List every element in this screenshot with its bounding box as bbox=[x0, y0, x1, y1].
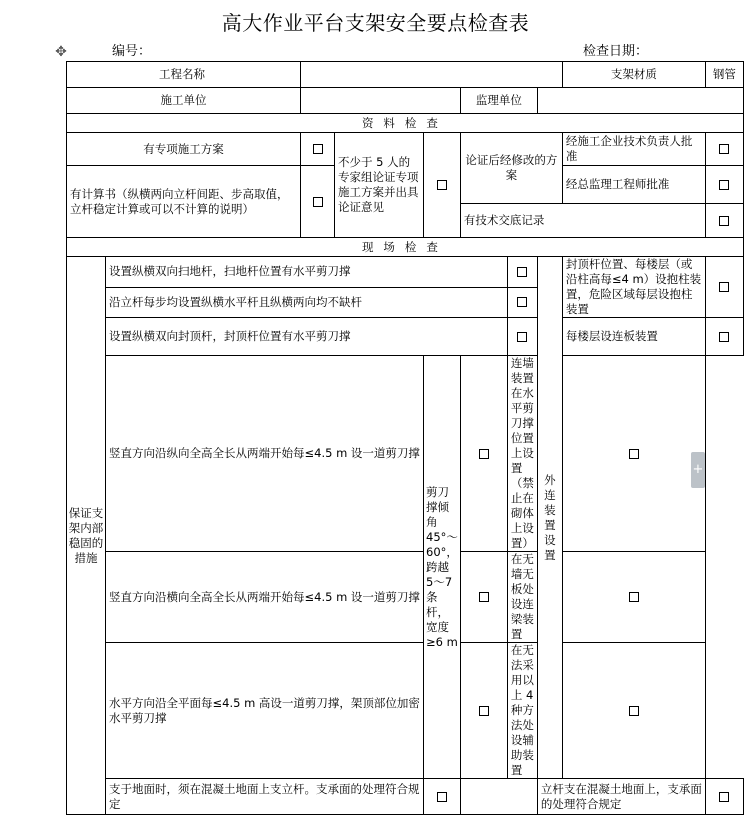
internal-item-4: 竖直方向沿纵向全高全长从两端开始每≤4.5 m 设一道剪刀撑 bbox=[106, 356, 424, 552]
page-title: 高大作业平台支架安全要点检查表 bbox=[221, 11, 530, 35]
row-site-1 bbox=[67, 257, 744, 288]
support-left-text: 支于地面时，须在混凝土地面上支立杆。支承面的处理符合规定 bbox=[106, 779, 424, 815]
checkbox-icon[interactable] bbox=[719, 792, 729, 802]
checkbox-external-4[interactable] bbox=[562, 552, 705, 643]
checkbox-icon[interactable] bbox=[517, 267, 527, 277]
checkbox-icon[interactable] bbox=[313, 197, 323, 207]
checkbox-internal-4[interactable] bbox=[460, 356, 507, 552]
checkbox-icon[interactable] bbox=[719, 282, 729, 292]
doc-after-review: 论证后经修改的方案 bbox=[460, 133, 562, 204]
project-name-value[interactable] bbox=[301, 62, 563, 88]
external-item-2: 每楼层设连板装置 bbox=[562, 318, 705, 356]
construction-unit-value[interactable] bbox=[301, 88, 461, 114]
checkbox-icon[interactable] bbox=[437, 792, 447, 802]
row-site-3 bbox=[67, 318, 744, 356]
date-label: 检查日期： bbox=[583, 44, 649, 59]
checkbox-approve-supervisor[interactable] bbox=[705, 166, 743, 204]
supervision-unit-value[interactable] bbox=[537, 88, 743, 114]
row-unit bbox=[67, 88, 744, 114]
checkbox-icon[interactable] bbox=[479, 592, 489, 602]
checkbox-external-2[interactable] bbox=[705, 318, 743, 356]
external-item-1: 封顶杆位置、每楼层（或沿柱高每≤4 m）设抱柱装置，危险区域每层设抱柱装置 bbox=[562, 257, 705, 318]
checkbox-internal-6[interactable] bbox=[460, 643, 507, 779]
checkbox-icon[interactable] bbox=[629, 592, 639, 602]
checkbox-icon[interactable] bbox=[479, 449, 489, 459]
row-docs-1 bbox=[67, 133, 744, 166]
checkbox-tech-briefing[interactable] bbox=[705, 204, 743, 238]
row-section-docs bbox=[67, 114, 744, 133]
row-site-5 bbox=[67, 552, 744, 643]
checkbox-icon[interactable] bbox=[719, 180, 729, 190]
inspection-table bbox=[66, 61, 744, 815]
checkbox-support-left[interactable] bbox=[424, 779, 461, 815]
construction-unit-label: 施工单位 bbox=[67, 88, 301, 114]
support-middle-cell bbox=[460, 779, 537, 815]
checkbox-internal-3[interactable] bbox=[507, 318, 537, 356]
doc-special-plan: 有专项施工方案 bbox=[67, 133, 301, 166]
checkbox-special-plan[interactable] bbox=[301, 133, 335, 166]
checkbox-icon[interactable] bbox=[719, 216, 729, 226]
number-label: 编号： bbox=[112, 44, 152, 59]
checkbox-icon[interactable] bbox=[719, 144, 729, 154]
checkbox-approve-company[interactable] bbox=[705, 133, 743, 166]
checkbox-calc-book[interactable] bbox=[301, 166, 335, 238]
doc-tech-briefing: 有技术交底记录 bbox=[460, 204, 705, 238]
checkbox-icon[interactable] bbox=[629, 706, 639, 716]
external-item-3: 连墙装置在水平剪刀撑位置上设置（禁止在砌体上设置） bbox=[507, 356, 537, 552]
row-site-7 bbox=[67, 779, 744, 815]
checkbox-internal-5[interactable] bbox=[460, 552, 507, 643]
section-site-title: 现场检查 bbox=[67, 238, 744, 257]
checkbox-icon[interactable] bbox=[313, 144, 323, 154]
project-name-label: 工程名称 bbox=[67, 62, 301, 88]
checkbox-icon[interactable] bbox=[629, 449, 639, 459]
checkbox-icon[interactable] bbox=[479, 706, 489, 716]
row-section-site bbox=[67, 238, 744, 257]
doc-calc-book: 有计算书（纵横两向立杆间距、步高取值，立杆稳定计算或可以不计算的说明） bbox=[67, 166, 301, 238]
internal-item-6: 水平方向沿全平面每≤4.5 m 高设一道剪刀撑，架顶部位加密水平剪刀撑 bbox=[106, 643, 424, 779]
checkbox-support-right[interactable] bbox=[705, 779, 743, 815]
checkbox-external-1[interactable] bbox=[705, 257, 743, 318]
brace-note: 剪刀撑倾角 45°～60°，跨越 5～7 条杆，宽度≥6 m bbox=[424, 356, 461, 779]
support-right-text: 立杆支在混凝土地面上，支承面的处理符合规定 bbox=[537, 779, 705, 815]
checkbox-icon[interactable] bbox=[437, 180, 447, 190]
internal-measures-label: 保证支架内部稳固的措施 bbox=[67, 257, 106, 815]
checkbox-expert-review[interactable] bbox=[424, 133, 461, 238]
checkbox-icon[interactable] bbox=[719, 332, 729, 342]
row-site-6 bbox=[67, 643, 744, 779]
checkbox-icon[interactable] bbox=[517, 332, 527, 342]
material-value[interactable]: 钢管 bbox=[705, 62, 743, 88]
checkbox-external-5[interactable] bbox=[562, 643, 705, 779]
external-item-5: 在无法采用以上 4 种方法处设辅助装置 bbox=[507, 643, 537, 779]
internal-item-2: 沿立杆每步均设置纵横水平杆且纵横两向均不缺杆 bbox=[106, 287, 508, 318]
section-docs-title: 资料检查 bbox=[67, 114, 744, 133]
checkbox-external-3[interactable] bbox=[562, 356, 705, 552]
checkbox-icon[interactable] bbox=[517, 297, 527, 307]
plus-icon[interactable]: + bbox=[691, 452, 705, 488]
material-label: 支架材质 bbox=[562, 62, 705, 88]
external-item-4: 在无墙无板处设连梁装置 bbox=[507, 552, 537, 643]
checkbox-internal-2[interactable] bbox=[507, 287, 537, 318]
internal-item-1: 设置纵横双向扫地杆，扫地杆位置有水平剪刀撑 bbox=[106, 257, 508, 288]
supervision-unit-label: 监理单位 bbox=[460, 88, 537, 114]
doc-approve-supervisor: 经总监理工程师批准 bbox=[562, 166, 705, 204]
doc-expert-review: 不少于 5 人的专家组论证专项施工方案并出具论证意见 bbox=[335, 133, 424, 238]
checkbox-internal-1[interactable] bbox=[507, 257, 537, 288]
internal-item-3: 设置纵横双向封顶杆，封顶杆位置有水平剪刀撑 bbox=[106, 318, 508, 356]
internal-item-5: 竖直方向沿横向全高全长从两端开始每≤4.5 m 设一道剪刀撑 bbox=[106, 552, 424, 643]
move-handle-icon[interactable]: ✥ bbox=[55, 44, 67, 60]
row-site-4 bbox=[67, 356, 744, 552]
doc-approve-company: 经施工企业技术负责人批准 bbox=[562, 133, 705, 166]
external-devices-label: 外连装置设置 bbox=[537, 257, 562, 779]
row-project bbox=[67, 62, 744, 88]
